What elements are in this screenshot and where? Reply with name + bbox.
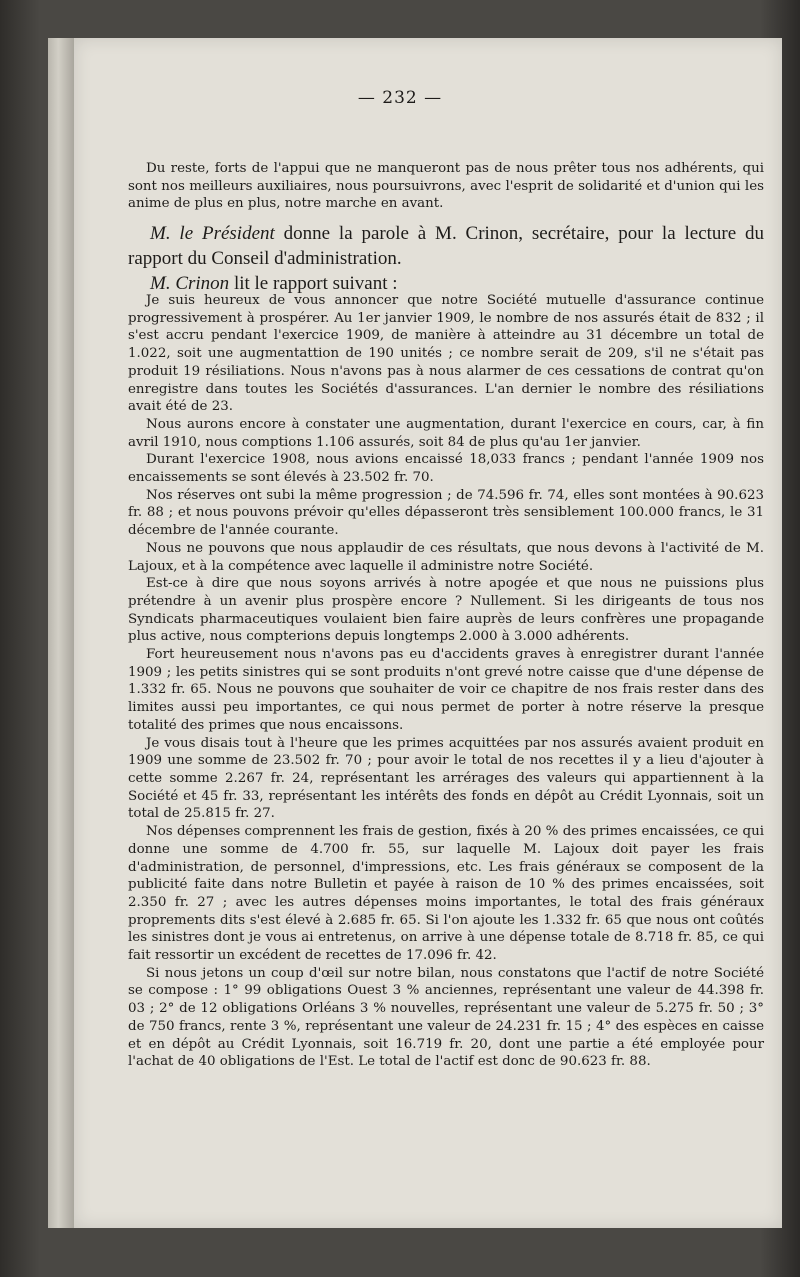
- lead-section: [128, 221, 764, 296]
- lead-text-1: donne la parole à M. Crinon, secrétaire, pour la lecture du rapport du Conseil d'administration.: [128, 223, 765, 269]
- speaker-president: M. le Président: [150, 223, 275, 244]
- speaker-crinon: M. Crinon: [150, 273, 230, 294]
- report-paragraph: Durant l'exercice 1908, nous avions encaissé 18,033 francs ; pendant l'année 1909 nos encaissements se sont élevés à 23.502 fr. 70.: [128, 452, 764, 486]
- lead-line-1: [128, 221, 764, 271]
- report-paragraph: Nous ne pouvons que nous applaudir de ces résultats, que nous devons à l'activité de M. Lajoux, et à la compétence avec laquelle il administre notre Société.: [128, 540, 764, 574]
- report-body: [128, 292, 764, 1071]
- report-paragraph: Je suis heureux de vous annoncer que notre Société mutuelle d'assurance continue progressivement à prospérer. Au 1er janvier 1909, le nombre de nos assurés était de 832 ; il s'est accru pendant l'exercice 1909, de manière à atteindre au 31 décembre un total de 1.022, soit une augmentattion de 190 unités ; ce nombre serait de 209, s'il ne s'était pas produit 19 résiliations. Nous n'avons pas à nous alarmer de ces cessations de contrat qu'on enregistre dans toutes les Sociétés d'assurances. L'an dernier le nombre des résiliations avait été de 23.: [128, 293, 764, 415]
- report-paragraph: Si nous jetons un coup d'œil sur notre bilan, nous constatons que l'actif de notre Société se compose : 1° 99 obligations Ouest 3 % anciennes, représentant une valeur de 44.398 fr. 03 ; 2° de 12 obligations Orléans 3 % nouvelles, représentant une valeur de 5.275 fr. 50 ; 3° de 750 francs, rente 3 %, représentant une valeur de 24.231 fr. 15 ; 4° des espèces en caisse et en dépôt au Crédit Lyonnais, soit 16.719 fr. 20, dont une partie a été employée pour l'achat de 40 obligations de l'Est. Le total de l'actif est donc de 90.623 fr. 88.: [128, 965, 764, 1070]
- intro-text: Du reste, forts de l'appui que ne manqueront pas de nous prêter tous nos adhérents, qui sont nos meilleurs auxiliaires, nous poursuivrons, avec l'esprit de solidarité et d'union qui les anime de plus en plus, notre marche en avant.: [128, 161, 764, 212]
- report-paragraph: Fort heureusement nous n'avons pas eu d'accidents graves à enregistrer durant l'année 1909 ; les petits sinistres qui se sont produits n'ont grevé notre caisse que d'une dépense de 1.332 fr. 65. Nous ne pouvons que souhaiter de voir ce chapitre de nos frais rester dans des limites aussi peu importantes, ce qui nous permet de porter à notre réserve la presque totalité des primes que nous encaissons.: [128, 647, 764, 733]
- report-paragraph: Nous aurons encore à constater une augmentation, durant l'exercice en cours, car, à fin avril 1910, nous comptions 1.106 assurés, soit 84 de plus qu'au 1er janvier.: [128, 416, 764, 450]
- report-paragraph: Nos dépenses comprennent les frais de gestion, fixés à 20 % des primes encaissées, ce qui donne une somme de 4.700 fr. 55, sur laquelle M. Lajoux doit payer les frais d'administration, de personnel, d'impressions, etc. Les frais généraux se composent de la publicité faite dans notre Bulletin et payée à raison de 10 % des primes encaissées, soit 2.350 fr. 27 ; avec les autres dépenses moins importantes, le total des frais généraux proprements dits s'est élevé à 2.685 fr. 65. Si l'on ajoute les 1.332 fr. 65 que nous ont coûtés les sinistres dont je vous ai entretenus, on arrive à une dépense totale de 8.718 fr. 85, ce qui fait ressortir un excédent de recettes de 17.096 fr. 42.: [128, 824, 764, 964]
- report-paragraph: Est-ce à dire que nous soyons arrivés à notre apogée et que nous ne puissions plus prétendre à un avenir plus prospère encore ? Nullement. Si les dirigeants de tous nos Syndicats pharmaceutiques voulaient bien faire auprès de leurs confrères une propagande plus active, nous compterions depuis longtemps 2.000 à 3.000 adhérents.: [128, 576, 764, 645]
- intro-paragraph: [128, 160, 764, 213]
- report-paragraph: Nos réserves ont subi la même progression ; de 74.596 fr. 74, elles sont montées à 90.623 fr. 88 ; et nous pouvons prévoir qu'elles dépasseront très sensiblement 100.000 francs, le 31 décembre de l'année courante.: [128, 487, 764, 539]
- book-binding: [48, 38, 75, 1228]
- page-number: — 232 —: [357, 88, 443, 108]
- lead-text-2: lit le rapport suivant :: [229, 273, 398, 294]
- report-paragraph: Je vous disais tout à l'heure que les primes acquittées par nos assurés avaient produit en 1909 une somme de 23.502 fr. 70 ; pour avoir le total de nos recettes il y a lieu d'ajouter à cette somme 2.267 fr. 24, représentant les arrérages des valeurs qui appartiennent à la Société et 45 fr. 33, représentant les intérêts des fonds en dépôt au Crédit Lyonnais, soit un total de 25.815 fr. 27.: [128, 735, 764, 822]
